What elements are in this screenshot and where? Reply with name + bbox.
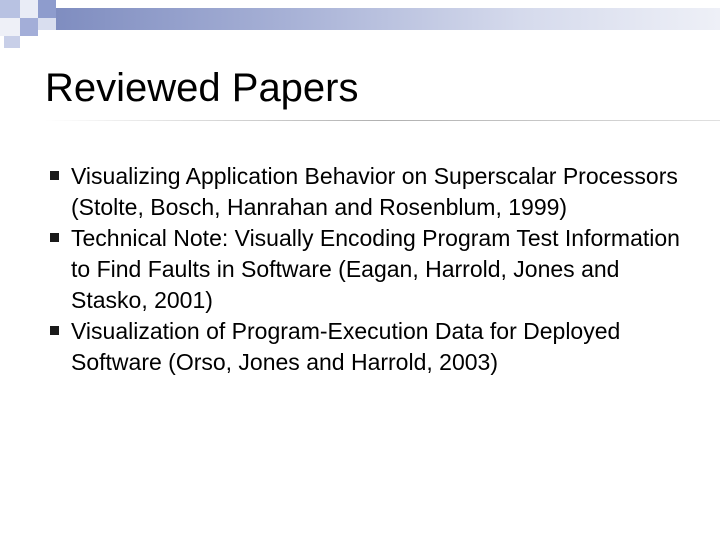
header-square xyxy=(20,0,38,18)
list-item xyxy=(50,161,690,223)
header-square xyxy=(4,36,20,48)
list-item-text: Visualizing Application Behavior on Superscalar Processors (Stolte, Bosch, Hanrahan and Rosenblum, 1999) xyxy=(71,163,678,220)
header-gradient-bar xyxy=(56,8,720,30)
list-item-text: Technical Note: Visually Encoding Program Test Information to Find Faults in Software (Eagan, Harrold, Jones and Stasko, 2001) xyxy=(71,225,680,313)
slide-title: Reviewed Papers xyxy=(45,66,359,110)
square-bullet-icon xyxy=(50,326,59,335)
square-bullet-icon xyxy=(50,171,59,180)
header-square xyxy=(20,18,38,36)
list-item xyxy=(50,223,690,316)
title-divider xyxy=(45,120,720,121)
paper-list xyxy=(50,161,690,378)
square-bullet-icon xyxy=(50,233,59,242)
header-square xyxy=(38,0,56,18)
header-square xyxy=(38,18,56,30)
header-square xyxy=(0,18,20,36)
list-item-text: Visualization of Program-Execution Data for Deployed Software (Orso, Jones and Harrold, 2003) xyxy=(71,318,621,375)
list-item xyxy=(50,316,690,378)
header-square xyxy=(0,0,20,18)
